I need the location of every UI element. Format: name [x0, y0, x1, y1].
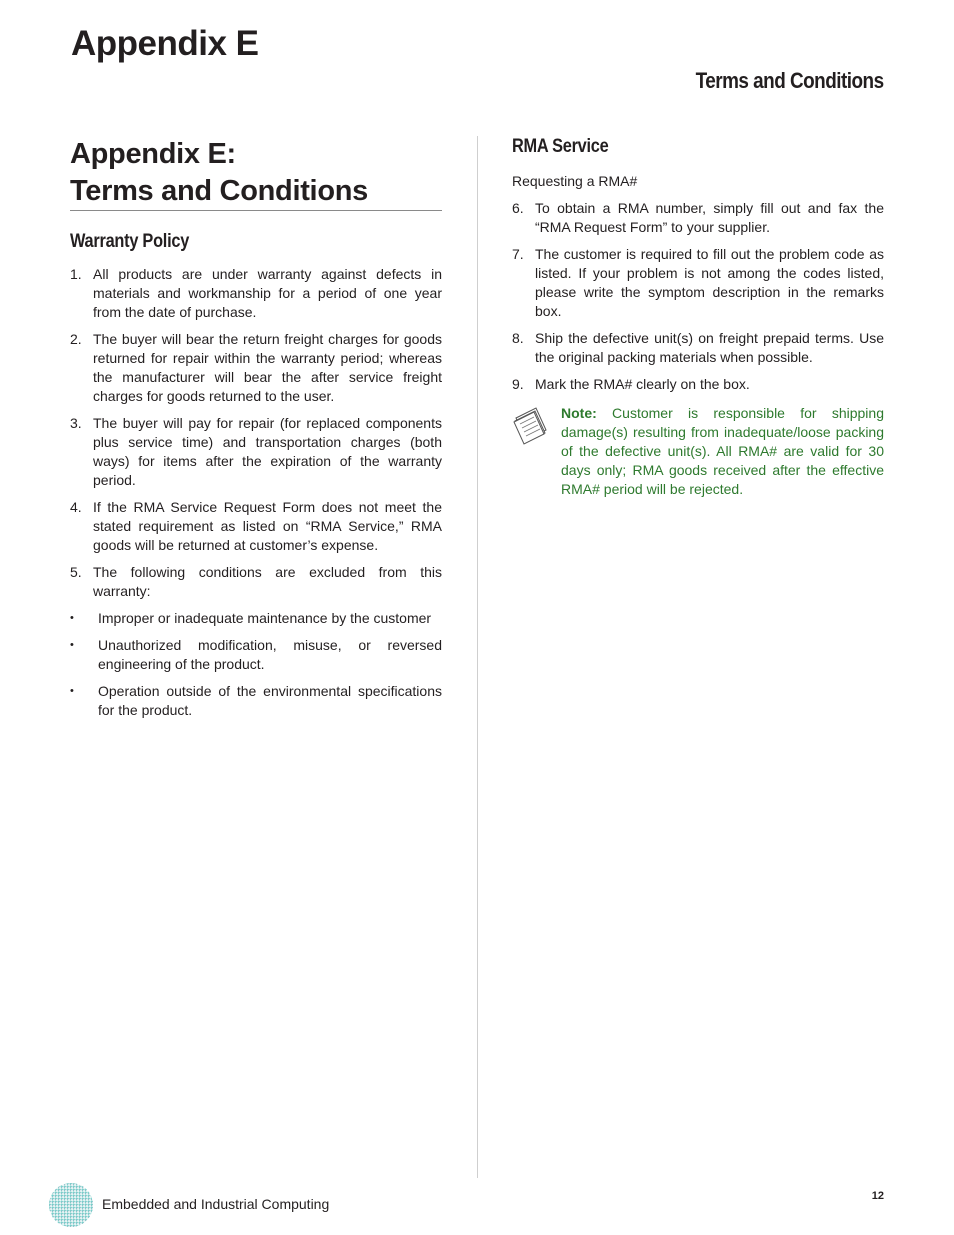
list-item: [70, 265, 442, 322]
warranty-heading: Warranty Policy: [70, 231, 190, 252]
list-number: 1.: [70, 266, 82, 282]
bullet-text: Improper or inadequate maintenance by the customer: [98, 610, 432, 626]
list-item: [512, 199, 884, 237]
list-text: Mark the RMA# clearly on the box.: [535, 376, 750, 392]
list-number: 4.: [70, 499, 82, 515]
bullet-item: [70, 609, 442, 628]
list-number: 7.: [512, 246, 524, 262]
rma-list: [512, 199, 884, 394]
list-number: 5.: [70, 564, 82, 580]
list-text: If the RMA Service Request Form does not meet the stated requirement as listed on “RMA Service,” RMA goods will be returned at customer’s expense.: [93, 499, 442, 553]
section-header: Terms and Conditions: [695, 68, 884, 93]
list-item: [70, 563, 442, 601]
bullet-mark: •: [70, 685, 74, 697]
appendix-header: Appendix E: [71, 24, 259, 63]
bullet-text: Unauthorized modification, misuse, or reversed engineering of the product.: [98, 637, 442, 672]
note-box: [512, 404, 884, 499]
list-item: [512, 329, 884, 367]
list-number: 6.: [512, 200, 524, 216]
list-text: The buyer will bear the return freight charges for goods returned for repair within the warranty period; whereas the manufacturer will bear the after service freight charges for goods returned to the user.: [93, 331, 442, 404]
note-label: Note:: [561, 405, 597, 421]
page-title-line2: Terms and Conditions: [70, 175, 368, 207]
list-number: 3.: [70, 415, 82, 431]
page-number: 12: [871, 1190, 884, 1202]
right-column: [512, 136, 884, 499]
page-title-line1: Appendix E:: [70, 138, 236, 170]
globe-dots-logo: [48, 1182, 94, 1228]
list-item: [512, 245, 884, 321]
note-body: Customer is responsible for shipping damage(s) resulting from inadequate/loose packing of the defective unit(s). All RMA# are valid for 30 days only; RMA goods received after the effective RMA# period will be rejected.: [561, 405, 884, 497]
bullet-item: [70, 636, 442, 674]
list-number: 2.: [70, 331, 82, 347]
exclusion-list: [70, 609, 442, 720]
left-column: [70, 136, 442, 728]
bullet-text: Operation outside of the environmental specifications for the product.: [98, 683, 442, 718]
bullet-mark: •: [70, 612, 74, 624]
note-paper-icon: [512, 404, 550, 446]
list-text: To obtain a RMA number, simply fill out and fax the “RMA Request Form” to your supplier.: [535, 200, 884, 235]
rma-intro: Requesting a RMA#: [512, 173, 638, 189]
list-text: The following conditions are excluded from this warranty:: [93, 564, 442, 599]
list-number: 8.: [512, 330, 524, 346]
column-divider: [477, 136, 478, 1178]
list-item: [512, 375, 884, 394]
title-rule: [70, 210, 442, 211]
warranty-list: [70, 265, 442, 601]
rma-heading: RMA Service: [512, 136, 609, 157]
list-text: All products are under warranty against defects in materials and workmanship for a period of one year from the date of purchase.: [93, 266, 442, 320]
list-item: [70, 330, 442, 406]
list-text: The buyer will pay for repair (for replaced components plus service time) and transportation charges (both ways) for items after the expiration of the warranty period.: [93, 415, 442, 488]
footer-company-text: Embedded and Industrial Computing: [102, 1196, 330, 1212]
page-title: [70, 136, 442, 210]
list-text: The customer is required to fill out the problem code as listed. If your problem is not among the codes listed, please write the symptom description in the remarks box.: [535, 246, 884, 319]
bullet-mark: •: [70, 639, 74, 651]
list-item: [70, 498, 442, 555]
list-item: [70, 414, 442, 490]
list-number: 9.: [512, 376, 524, 392]
list-text: Ship the defective unit(s) on freight prepaid terms. Use the original packing materials when possible.: [535, 330, 884, 365]
note-text: [561, 404, 884, 499]
bullet-item: [70, 682, 442, 720]
